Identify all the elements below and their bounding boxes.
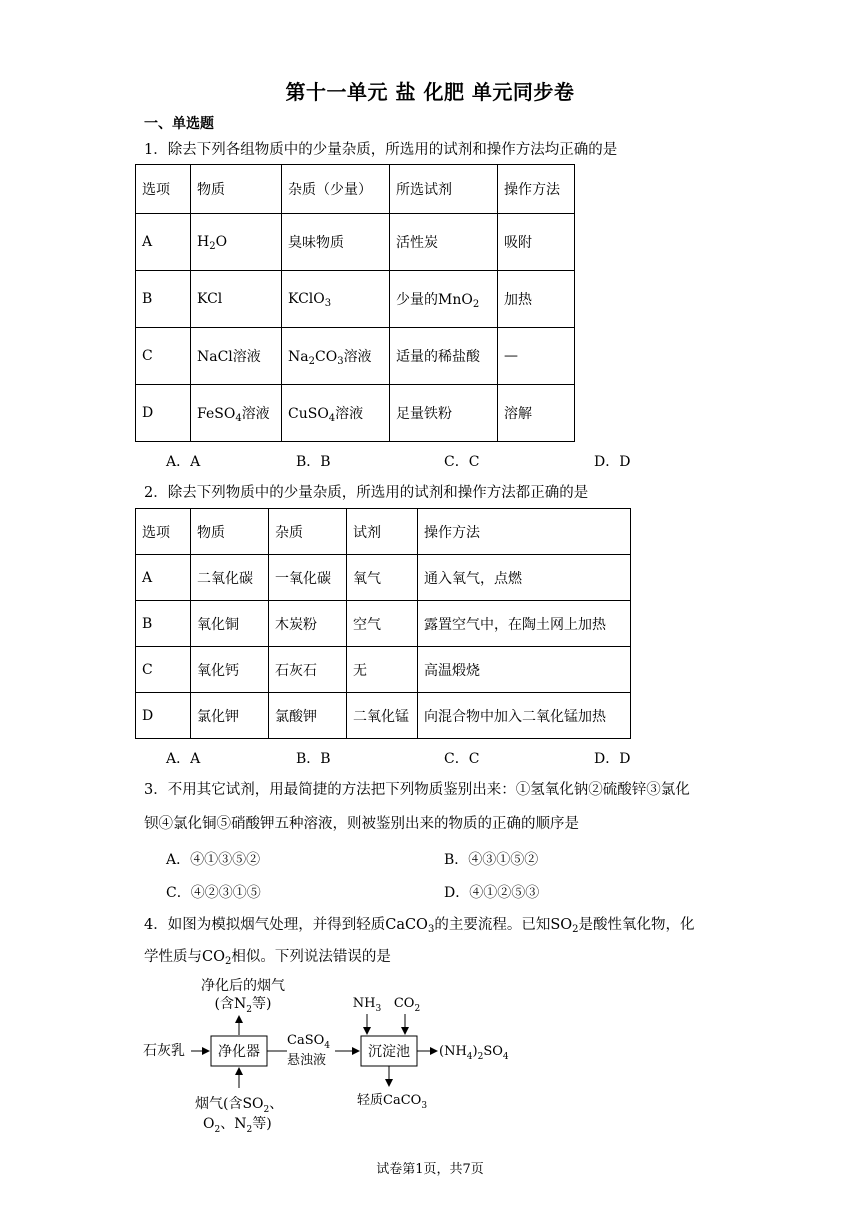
nh3-label: $NH_3$ xyxy=(352,996,382,1014)
page-footer: 试卷第1页，共7页 xyxy=(376,1162,484,1177)
table-header-cell: 操作方法 xyxy=(498,165,575,214)
table-cell: 木炭粉 xyxy=(269,601,347,647)
table-header-row xyxy=(136,509,631,555)
table-cell: — xyxy=(498,328,575,385)
flue-gas-label: 烟气(含$SO_2$、 xyxy=(195,1096,284,1115)
table-cell: A xyxy=(136,555,191,601)
table-cell: B xyxy=(136,271,191,328)
table-cell: C xyxy=(136,328,191,385)
table-cell: 无 xyxy=(347,647,418,693)
table-cell: 氯化钾 xyxy=(191,693,269,739)
table-cell: CuSO$_4$溶液 xyxy=(282,385,390,442)
option-c[interactable]: C．C xyxy=(444,454,480,470)
table-cell: D xyxy=(136,693,191,739)
option-a[interactable]: A．④①③⑤② xyxy=(166,852,261,868)
table-cell: 氯酸钾 xyxy=(269,693,347,739)
table-header-cell: 试剂 xyxy=(347,509,418,555)
question-4-stem-line-1: 4．如图为模拟烟气处理，并得到轻质CaCO$_3$的主要流程。已知$SO_2$是酸性氧化物，化 xyxy=(144,917,695,935)
table-cell: KCl xyxy=(191,271,282,328)
table-cell: 通入氧气，点燃 xyxy=(418,555,631,601)
table-cell: 高温煅烧 xyxy=(418,647,631,693)
question-3-stem-line-2: 钡④氯化铜⑤硝酸钾五种溶液，则被鉴别出来的物质的正确的顺序是 xyxy=(144,816,579,832)
table-header-cell: 杂质 xyxy=(269,509,347,555)
table-cell: $H_2O$ xyxy=(191,214,282,271)
table-cell: 露置空气中，在陶土网上加热 xyxy=(418,601,631,647)
table-cell: 二氧化碳 xyxy=(191,555,269,601)
table-cell: 空气 xyxy=(347,601,418,647)
table-cell: D xyxy=(136,385,191,442)
question-4-stem-line-2: 学性质与$CO_2$相似。下列说法错误的是 xyxy=(144,949,391,967)
table-cell: 氧气 xyxy=(347,555,418,601)
option-b[interactable]: B．B xyxy=(296,751,331,767)
table-row xyxy=(136,328,575,385)
table-cell: 一氧化碳 xyxy=(269,555,347,601)
table-cell: 臭味物质 xyxy=(282,214,390,271)
co2-label: $CO_2$ xyxy=(393,996,421,1014)
flue-gas-composition: $O_2$、$N_2$等) xyxy=(203,1116,272,1135)
table-header-cell: 物质 xyxy=(191,509,269,555)
question-1-stem: 1．除去下列各组物质中的少量杂质，所选用的试剂和操作方法均正确的是 xyxy=(144,142,618,158)
flow-diagram xyxy=(135,972,535,1137)
option-c[interactable]: C．C xyxy=(444,751,480,767)
table-header-row xyxy=(136,165,575,214)
question-1-table xyxy=(135,164,575,442)
purifier-label: 净化器 xyxy=(218,1044,260,1060)
table-cell: C xyxy=(136,647,191,693)
section-heading: 一、单选题 xyxy=(144,116,214,132)
table-cell: 二氧化锰 xyxy=(347,693,418,739)
table-cell: B xyxy=(136,601,191,647)
table-header-cell: 选项 xyxy=(136,165,191,214)
table-cell: $Na_2CO_3$溶液 xyxy=(282,328,390,385)
table-cell: 足量铁粉 xyxy=(390,385,498,442)
option-b[interactable]: B．B xyxy=(296,454,331,470)
table-cell: 溶解 xyxy=(498,385,575,442)
table-cell: 活性炭 xyxy=(390,214,498,271)
lime-milk-label: 石灰乳 xyxy=(143,1043,185,1059)
question-2-stem: 2．除去下列物质中的少量杂质，所选用的试剂和操作方法都正确的是 xyxy=(144,485,589,501)
table-header-cell: 操作方法 xyxy=(418,509,631,555)
table-cell: 吸附 xyxy=(498,214,575,271)
table-row xyxy=(136,555,631,601)
settling-tank-label: 沉淀池 xyxy=(368,1044,410,1060)
option-d[interactable]: D．D xyxy=(594,751,631,767)
table-cell: 加热 xyxy=(498,271,575,328)
ammonium-sulfate-label: $(NH_4)_2SO_4$ xyxy=(439,1044,509,1062)
table-cell: FeSO$_4$溶液 xyxy=(191,385,282,442)
option-d[interactable]: D．④①②⑤③ xyxy=(444,885,540,901)
purified-gas-label: 净化后的烟气 xyxy=(201,978,285,994)
suspension-label: 悬浊液 xyxy=(287,1053,327,1068)
table-row xyxy=(136,647,631,693)
table-cell: KClO$_3$ xyxy=(282,271,390,328)
table-row xyxy=(136,271,575,328)
table-header-cell: 所选试剂 xyxy=(390,165,498,214)
table-row xyxy=(136,693,631,739)
table-header-cell: 物质 xyxy=(191,165,282,214)
question-2-table xyxy=(135,508,631,739)
light-caco3-label: 轻质CaCO$_3$ xyxy=(357,1093,428,1111)
option-b[interactable]: B．④③①⑤② xyxy=(444,852,539,868)
table-cell: 石灰石 xyxy=(269,647,347,693)
table-cell: 适量的稀盐酸 xyxy=(390,328,498,385)
option-a[interactable]: A．A xyxy=(166,751,201,767)
option-c[interactable]: C．④②③①⑤ xyxy=(166,885,261,901)
page-title: 第十一单元 盐 化肥 单元同步卷 xyxy=(285,80,575,104)
caso4-label: CaSO$_4$ xyxy=(287,1033,330,1051)
table-cell: 向混合物中加入二氧化锰加热 xyxy=(418,693,631,739)
option-d[interactable]: D．D xyxy=(594,454,631,470)
table-row xyxy=(136,214,575,271)
table-cell: 氧化钙 xyxy=(191,647,269,693)
table-cell: 少量的MnO$_2$ xyxy=(390,271,498,328)
table-header-cell: 选项 xyxy=(136,509,191,555)
purified-gas-composition: (含$N_2$等) xyxy=(214,996,272,1015)
table-row xyxy=(136,601,631,647)
table-cell: A xyxy=(136,214,191,271)
question-3-stem-line-1: 3．不用其它试剂，用最简捷的方法把下列物质鉴别出来：①氢氧化钠②硫酸锌③氯化 xyxy=(144,782,690,798)
table-cell: 氧化铜 xyxy=(191,601,269,647)
table-cell: NaCl溶液 xyxy=(191,328,282,385)
option-a[interactable]: A．A xyxy=(166,454,201,470)
table-header-cell: 杂质（少量） xyxy=(282,165,390,214)
table-row xyxy=(136,385,575,442)
